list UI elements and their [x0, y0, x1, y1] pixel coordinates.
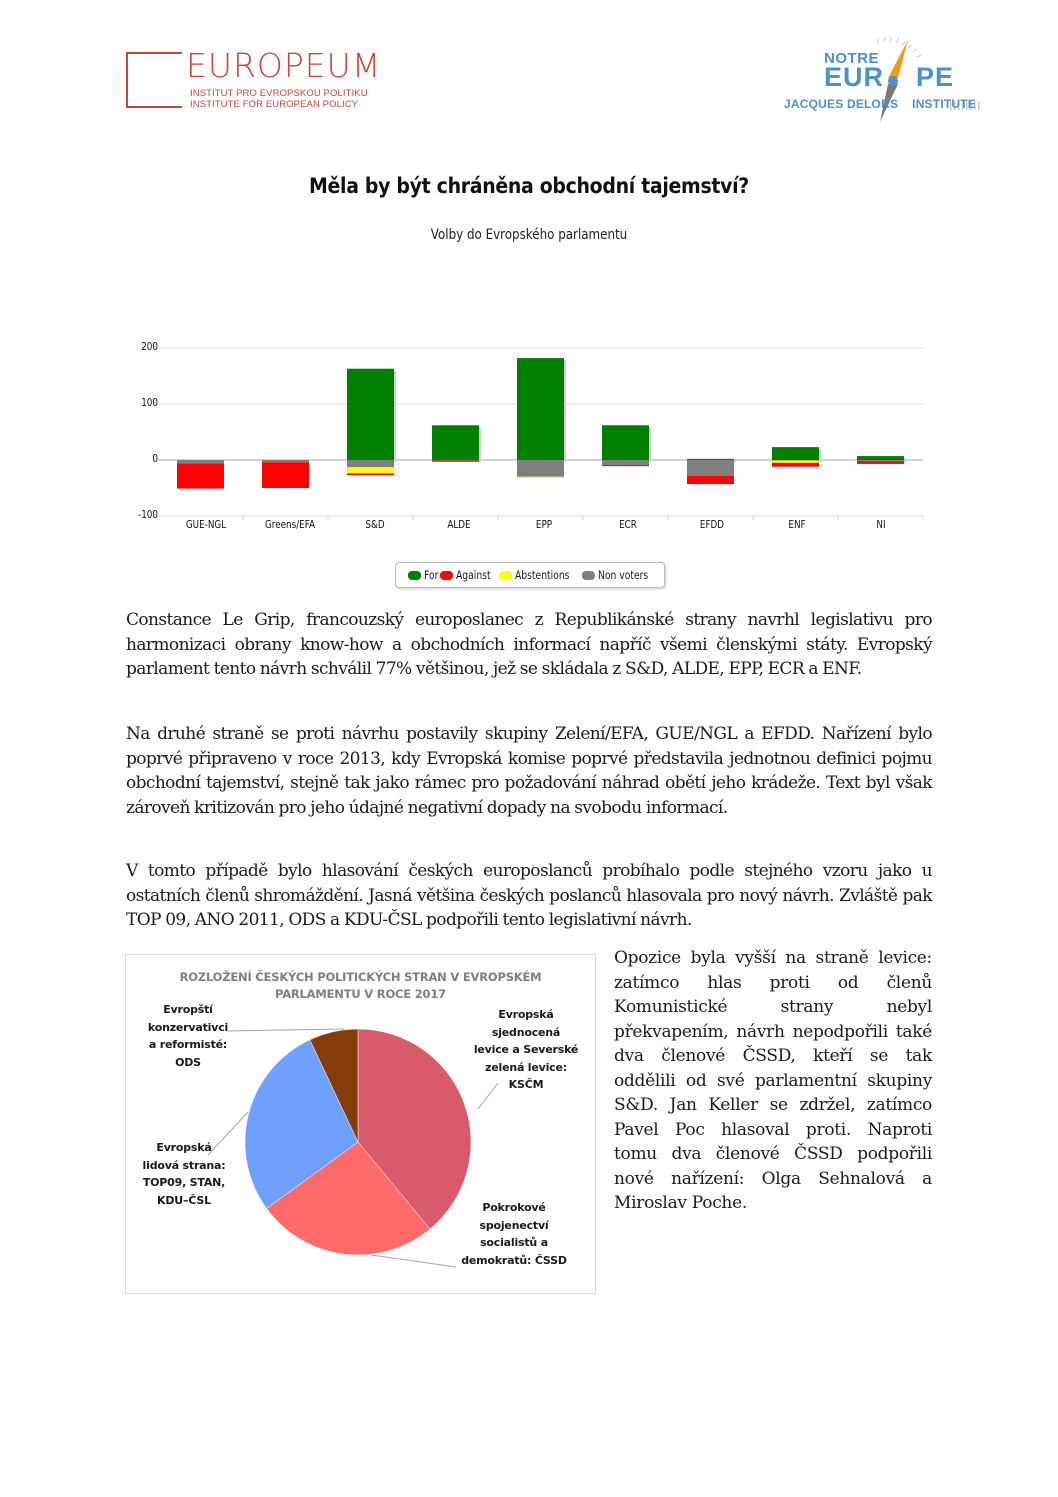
pie-chart-title: ROZLOŽENÍ ČESKÝCH POLITICKÝCH STRAN V EVROPSKÉM PARLAMENTU V ROCE 2017: [179, 970, 542, 1001]
notre-europe-logo-institute: JACQUES DELORS INSTITUTE: [784, 97, 976, 111]
europeum-logo-tagline-cz: INSTITUT PRO EVROPSKOU POLITIKU: [190, 88, 368, 99]
pie-label-cssd: Pokrokové spojenectví socialistů a demokratů: ČSSD: [461, 1201, 567, 1267]
paragraph-left-opposition: Opozice byla vyšší na straně levice: zatímco hlas proti od členů Komunistické strany nebyl překvapením, návrh nepodpořili také dva členové ČSSD, kteří se tak oddělili od své parlamentní skupiny S&D. Jan Keller se zdržel, zatímco Pavel Poc hlasoval proti. Naproti tomu dva členové ČSSD podpořili nové nařízení: Olga Sehnalová a Miroslav Poche.: [614, 948, 932, 1213]
bar-chart-legend: [395, 562, 665, 588]
paragraph-czech-vote: V tomto případě bylo hlasování českých europoslanců probíhalo podle stejného vzoru jako u ostatních členů shromáždění. Jasná většina českých poslanců hlasovala pro nový návrh. Zvláště pak TOP 09, ANO 2011, ODS a KDU-ČSL podpořili tento legislativní návrh.: [126, 861, 932, 930]
vote-bar-chart: [130, 335, 930, 545]
y-tick-200: 200: [141, 340, 158, 353]
pie-label-epp: Evropská lidová strana: TOP09, STAN, KDU–ČSL: [142, 1141, 226, 1207]
notre-europe-logo-notre: NOTRE: [824, 50, 879, 67]
page-title: Měla by být chráněna obchodní tajemství?: [309, 174, 749, 198]
legend-swatch-non-voters: [582, 571, 595, 580]
y-tick-0: 0: [152, 452, 158, 465]
y-tick-minus-100: -100: [138, 508, 158, 521]
paragraph-opposition: Na druhé straně se proti návrhu postavily skupiny Zelení/EFA, GUE/NGL a EFDD. Nařízení bylo poprvé připraveno v roce 2013, kdy Evropská komise poprvé představila jednotnou definici pojmu obchodní tajemství, stejně tak jako rámec pro požadování náhrad obětí jeho krádeže. Text byl však zároveň kritizován pro jeho údajné negativní dopady na svobodu informací.: [126, 724, 932, 818]
europeum-logo-wordmark: EUROPEUM: [186, 46, 382, 85]
legend-swatch-against: [440, 571, 453, 580]
legend-item-for: For: [408, 568, 434, 582]
legend-swatch-abstentions: [499, 571, 512, 580]
bar-chart-plot: [130, 335, 930, 545]
paragraph-intro: Constance Le Grip, francouzský europoslanec z Republikánské strany navrhl legislativu pro harmonizaci obrany know-how a obchodních informací napříč všemi členskými státy. Evropský parlament tento návrh schválil 77% většinou, jež se skládala z S&D, ALDE, EPP, ECR a ENF.: [126, 610, 932, 679]
x-label-enf: ENF: [788, 518, 806, 531]
notre-europe-logo-europe: EUR PE: [824, 62, 955, 92]
legend-swatch-for: [408, 571, 421, 580]
x-label-efdd: EFDD: [699, 518, 725, 531]
europeum-logo-tagline-en: INSTITUTE FOR EUROPEAN POLICY: [190, 99, 359, 110]
legend-item-abstentions: Abstentions: [499, 568, 575, 582]
legend-item-against: Against: [440, 568, 491, 582]
x-label-ni: NI: [876, 518, 886, 531]
x-label-s-and-d: S&D: [365, 518, 385, 531]
europeum-logo-frame: [126, 52, 182, 108]
x-label-epp: EPP: [535, 518, 553, 531]
chart-subtitle: Volby do Evropského parlamentu: [430, 227, 628, 243]
y-tick-100: 100: [141, 396, 158, 409]
czech-parties-pie-chart: [125, 954, 596, 1294]
x-label-gue-ngl: GUE-NGL: [185, 518, 227, 531]
pie-label-kscm: Evropská sjednocená levice a Severské zelená levice: KSČM: [473, 1008, 579, 1091]
x-label-greens-efa: Greens/EFA: [264, 518, 316, 531]
pie-label-ods: Evropští konzervativci a reformisté: ODS: [147, 1003, 229, 1069]
europeum-logo: [126, 46, 386, 112]
x-label-alde: ALDE: [447, 518, 471, 531]
x-label-ecr: ECR: [619, 518, 637, 531]
legend-item-non-voters: Non voters: [582, 568, 653, 582]
notre-europe-logo: [780, 34, 990, 124]
